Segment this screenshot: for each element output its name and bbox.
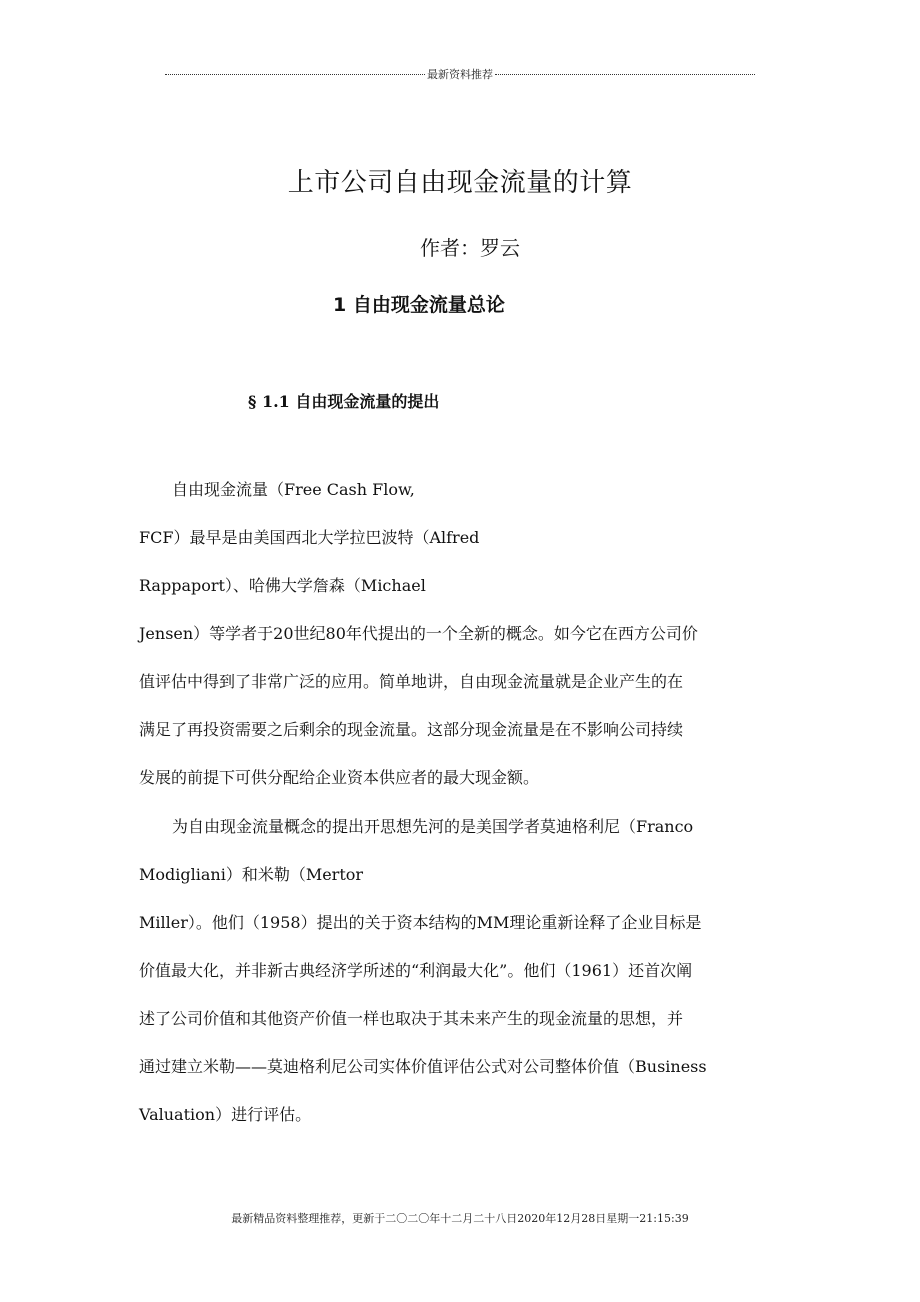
body-line: Modigliani）和米勒（Mertor (139, 865, 364, 884)
page-footer: 最新精品资料整理推荐，更新于二〇二〇年十二月二十八日2020年12月28日星期一21:15:39 (231, 1212, 689, 1225)
subsection-heading: § 1.1 自由现金流量的提出 (248, 392, 440, 411)
body-line: 自由现金流量（Free Cash Flow, (172, 480, 415, 499)
page-header (165, 66, 755, 82)
section-heading: 1 自由现金流量总论 (333, 294, 505, 316)
body-line: 满足了再投资需要之后剩余的现金流量。这部分现金流量是在不影响公司持续 (139, 720, 684, 739)
body-line: 价值最大化，并非新古典经济学所述的“利润最大化”。他们（1961）还首次阐 (139, 961, 693, 980)
author-line: 作者：罗云 (420, 236, 520, 260)
header-dots-left (165, 74, 425, 75)
body-line: FCF）最早是由美国西北大学拉巴波特（Alfred (139, 528, 480, 547)
body-line: Miller）。他们（1958）提出的关于资本结构的MM理论重新诠释了企业目标是 (139, 913, 702, 932)
body-line: 发展的前提下可供分配给企业资本供应者的最大现金额。 (139, 768, 540, 787)
header-dots-right (495, 74, 755, 75)
body-line: 述了公司价值和其他资产价值一样也取决于其未来产生的现金流量的思想，并 (139, 1009, 684, 1028)
header-text: 最新资料推荐 (427, 68, 493, 81)
body-line: 为自由现金流量概念的提出开思想先河的是美国学者莫迪格利尼（Franco (172, 817, 694, 836)
body-line: 通过建立米勒——莫迪格利尼公司实体价值评估公式对公司整体价值（Business (139, 1057, 707, 1076)
body-line: Jensen）等学者于20世纪80年代提出的一个全新的概念。如今它在西方公司价 (139, 624, 698, 643)
body-line: 值评估中得到了非常广泛的应用。简单地讲，自由现金流量就是企业产生的在 (139, 672, 684, 691)
body-line: Rappaport）、哈佛大学詹森（Michael (139, 576, 426, 595)
document-title: 上市公司自由现金流量的计算 (287, 168, 633, 198)
body-line: Valuation）进行评估。 (139, 1105, 312, 1124)
